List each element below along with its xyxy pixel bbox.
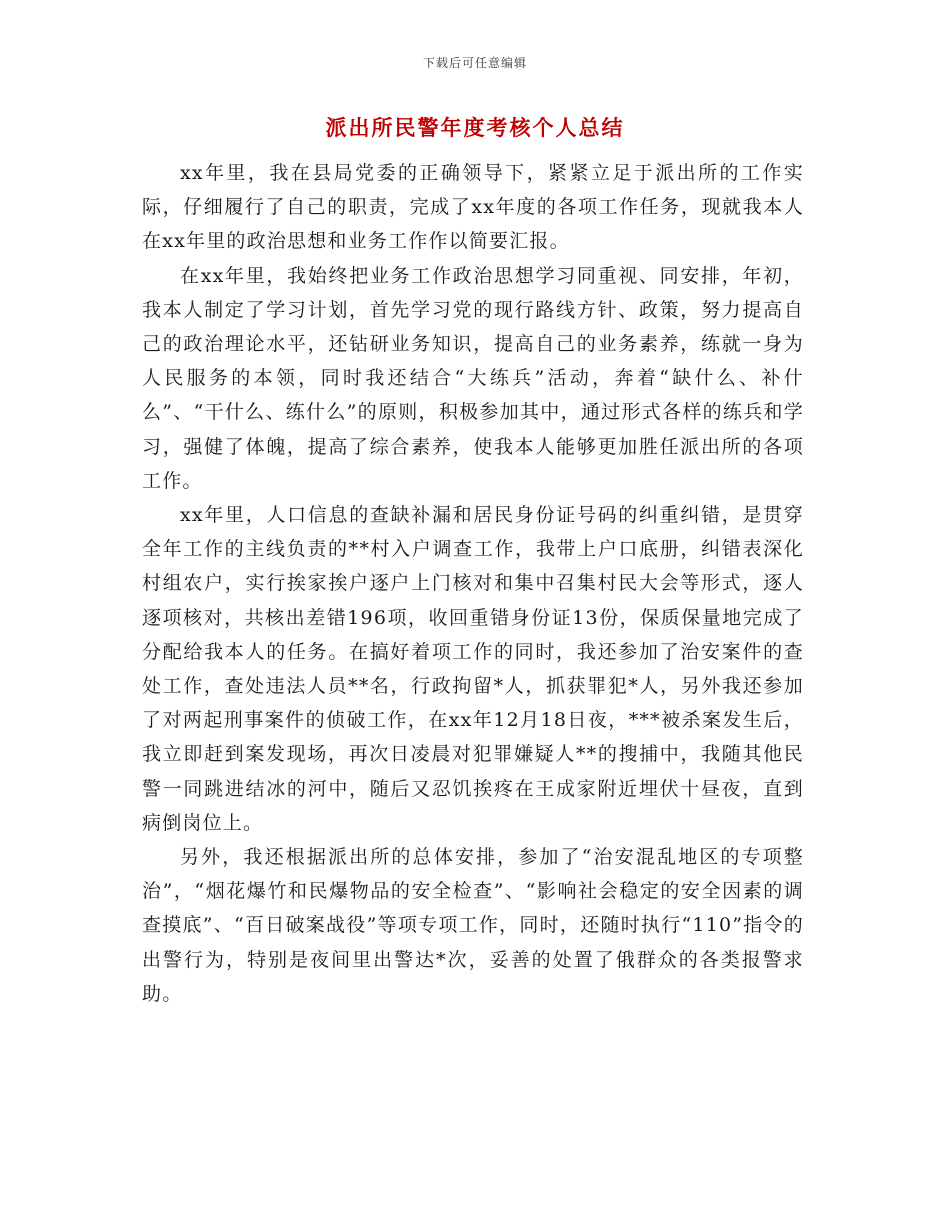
paragraph-1: xx年里，我在县局党委的正确领导下，紧紧立足于派出所的工作实际，仔细履行了自己的职责，完成了xx年度的各项工作任务，现就我本人在xx年里的政治思想和业务工作作以简要汇报。: [142, 162, 804, 253]
document-title: 派出所民警年度考核个人总结: [325, 115, 625, 140]
paragraph-4: 另外，我还根据派出所的总体安排，参加了“治安混乱地区的专项整治”，“烟花爆竹和民爆物品的安全检查”、“影响社会稳定的安全因素的调查摸底”、“百日破案战役”等项专项工作，同时，还随时执行“110”指令的出警行为，特别是夜间里出警达*次，妥善的处置了俄群众的各类报警求助。: [142, 846, 804, 1005]
header-note: 下载后可任意编辑: [422, 56, 527, 70]
paragraph-3: xx年里，人口信息的查缺补漏和居民身份证号码的纠重纠错，是贯穿全年工作的主线负责的**村入户调查工作，我带上户口底册，纠错表深化村组农户，实行挨家挨户逐户上门核对和集中召集村民大会等形式，逐人逐项核对，共核出差错196项，收回重错身份证13份，保质保量地完成了分配给我本人的任务。在搞好着项工作的同时，我还参加了治安案件的查处工作，查处违法人员**名，行政拘留*人，抓获罪犯*人，另外我还参加了对两起刑事案件的侦破工作，在xx年12月18日夜，***被杀案发生后，我立即赶到案发现场，再次日凌晨对犯罪嫌疑人**的搜捕中，我随其他民警一同跳进结冰的河中，随后又忍饥挨疼在王成家附近埋伏十昼夜，直到病倒岗位上。: [142, 504, 804, 834]
paragraph-2: 在xx年里，我始终把业务工作政治思想学习同重视、同安排，年初，我本人制定了学习计划，首先学习党的现行路线方针、政策，努力提高自己的政治理论水平，还钻研业务知识，提高自己的业务素养，练就一身为人民服务的本领，同时我还结合“大练兵”活动，奔着“缺什么、补什么”、“干什么、练什么”的原则，积极参加其中，通过形式各样的练兵和学习，强健了体魄，提高了综合素养，使我本人能够更加胜任派出所的各项工作。: [142, 264, 804, 492]
document-body: [142, 156, 804, 1011]
